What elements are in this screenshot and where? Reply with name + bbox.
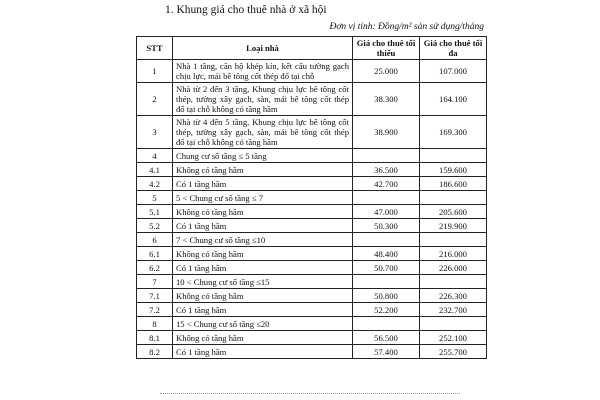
row-house-type: Không có tầng hầm xyxy=(173,289,353,303)
table-body xyxy=(137,60,487,359)
row-min-price: 50.300 xyxy=(353,219,420,233)
row-min-price xyxy=(353,275,420,289)
row-house-type: Có 1 tầng hầm xyxy=(173,345,353,359)
row-min-price: 25.000 xyxy=(353,60,420,83)
page-continuation-line xyxy=(160,393,460,398)
row-stt: 6 xyxy=(137,233,173,247)
row-min-price: 38.900 xyxy=(353,116,420,149)
row-min-price: 57.400 xyxy=(353,345,420,359)
table-row xyxy=(137,149,487,163)
row-house-type: Không có tầng hầm xyxy=(173,163,353,177)
row-max-price: 226.000 xyxy=(420,261,487,275)
unit-note: Đơn vị tính: Đồng/m² sàn sử dụng/tháng xyxy=(329,22,484,32)
row-max-price xyxy=(420,275,487,289)
table-row xyxy=(137,163,487,177)
section-title: 1. Khung giá cho thuê nhà ở xã hội xyxy=(165,4,327,16)
row-max-price: 226.300 xyxy=(420,289,487,303)
row-max-price xyxy=(420,191,487,205)
table-row xyxy=(137,219,487,233)
row-max-price xyxy=(420,233,487,247)
header-min-price: Giá cho thuê tối thiểu xyxy=(353,37,420,60)
row-stt: 4.2 xyxy=(137,177,173,191)
row-stt: 2 xyxy=(137,83,173,116)
row-stt: 8.1 xyxy=(137,331,173,345)
row-max-price: 186.600 xyxy=(420,177,487,191)
row-house-type: Nhà 1 tầng, căn hộ khép kín, kết cấu tường gạch chịu lực, mái bê tông cốt thép đổ tại chỗ xyxy=(173,60,353,83)
row-house-type: Nhà từ 4 đến 5 tầng, Khung chịu lực bê tông cốt thép, tường xây gạch, sàn, mái bê tông cốt thép đổ tại chỗ không có tầng hầm xyxy=(173,116,353,149)
row-house-type: Có 1 tầng hầm xyxy=(173,261,353,275)
row-house-type: Không có tầng hầm xyxy=(173,331,353,345)
table-header-row xyxy=(137,37,487,60)
row-min-price xyxy=(353,233,420,247)
table-row xyxy=(137,83,487,116)
row-house-type: 7 < Chung cư số tầng ≤10 xyxy=(173,233,353,247)
table-row xyxy=(137,191,487,205)
row-house-type: Không có tầng hầm xyxy=(173,205,353,219)
row-max-price: 255.700 xyxy=(420,345,487,359)
header-type: Loại nhà xyxy=(173,37,353,60)
row-house-type: 5 < Chung cư số tầng ≤ 7 xyxy=(173,191,353,205)
row-stt: 7.1 xyxy=(137,289,173,303)
row-max-price: 216.000 xyxy=(420,247,487,261)
row-max-price: 219.900 xyxy=(420,219,487,233)
row-house-type: Có 1 tầng hầm xyxy=(173,303,353,317)
row-min-price xyxy=(353,317,420,331)
row-max-price: 252.100 xyxy=(420,331,487,345)
row-min-price: 38.300 xyxy=(353,83,420,116)
row-stt: 5 xyxy=(137,191,173,205)
table-row xyxy=(137,331,487,345)
row-min-price: 48.400 xyxy=(353,247,420,261)
table-row xyxy=(137,205,487,219)
table-row xyxy=(137,303,487,317)
row-stt: 7 xyxy=(137,275,173,289)
table-row xyxy=(137,261,487,275)
row-stt: 6.1 xyxy=(137,247,173,261)
row-house-type: Có 1 tầng hầm xyxy=(173,219,353,233)
row-house-type: Chung cư số tầng ≤ 5 tầng xyxy=(173,149,353,163)
row-max-price: 232.700 xyxy=(420,303,487,317)
row-max-price: 205.600 xyxy=(420,205,487,219)
row-house-type: 15 < Chung cư số tầng ≤20 xyxy=(173,317,353,331)
row-max-price xyxy=(420,149,487,163)
row-house-type: Không có tầng hầm xyxy=(173,247,353,261)
header-max-price: Giá cho thuê tối đa xyxy=(420,37,487,60)
row-max-price xyxy=(420,317,487,331)
row-stt: 4.1 xyxy=(137,163,173,177)
table-row xyxy=(137,116,487,149)
row-stt: 5.2 xyxy=(137,219,173,233)
row-max-price: 164.100 xyxy=(420,83,487,116)
row-stt: 8.2 xyxy=(137,345,173,359)
row-min-price xyxy=(353,149,420,163)
row-min-price: 42.700 xyxy=(353,177,420,191)
row-min-price xyxy=(353,191,420,205)
row-min-price: 50.700 xyxy=(353,261,420,275)
table-row xyxy=(137,289,487,303)
table-row xyxy=(137,60,487,83)
table-row xyxy=(137,247,487,261)
row-stt: 7.2 xyxy=(137,303,173,317)
row-house-type: Có 1 tầng hầm xyxy=(173,177,353,191)
row-min-price: 36.500 xyxy=(353,163,420,177)
row-max-price: 107.000 xyxy=(420,60,487,83)
row-stt: 8 xyxy=(137,317,173,331)
header-stt: STT xyxy=(137,37,173,60)
row-min-price: 50.800 xyxy=(353,289,420,303)
row-stt: 4 xyxy=(137,149,173,163)
row-stt: 3 xyxy=(137,116,173,149)
row-max-price: 169.300 xyxy=(420,116,487,149)
row-house-type: Nhà từ 2 đến 3 tầng, Khung chịu lực bê tông cốt thép, tường xây gạch, sàn, mái bê tông cốt thép đổ tại chỗ không có tầng hầm xyxy=(173,83,353,116)
row-min-price: 56.500 xyxy=(353,331,420,345)
row-stt: 1 xyxy=(137,60,173,83)
row-house-type: 10 < Chung cư số tầng ≤15 xyxy=(173,275,353,289)
price-table xyxy=(136,36,487,359)
row-max-price: 159.600 xyxy=(420,163,487,177)
row-min-price: 52.200 xyxy=(353,303,420,317)
row-stt: 6.2 xyxy=(137,261,173,275)
table-row xyxy=(137,233,487,247)
table-row xyxy=(137,317,487,331)
table-row xyxy=(137,177,487,191)
row-stt: 5.1 xyxy=(137,205,173,219)
table-row xyxy=(137,275,487,289)
table-row xyxy=(137,345,487,359)
row-min-price: 47.000 xyxy=(353,205,420,219)
